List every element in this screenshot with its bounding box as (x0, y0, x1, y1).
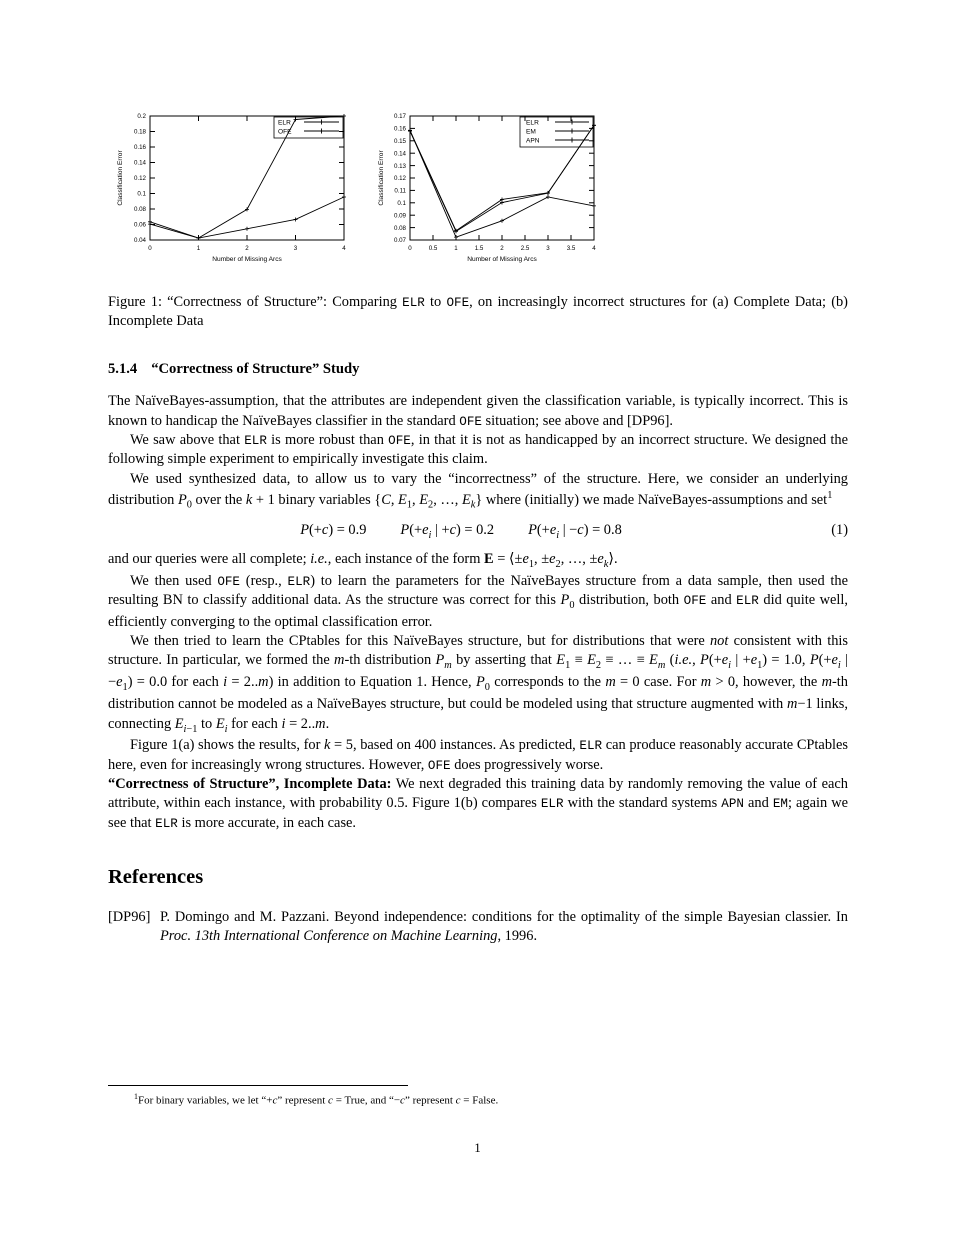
paragraph-2: We saw above that ELR is more robust than OFE, in that it is not as handicapped by an incorrect structure. We designed the following simple experiment to empirically investigate this claim. (108, 432, 848, 468)
inline-code-ofe: OFE (427, 758, 451, 773)
inline-code-ofe: OFE (217, 574, 240, 589)
chart-a-yaxis-title: Classification Error (117, 150, 124, 206)
legend-label-elr: ELR (278, 119, 291, 127)
equation-1-body (108, 522, 814, 541)
inline-code-ofe: OFE (459, 414, 482, 429)
ytick-label: 0.08 (393, 224, 406, 232)
page-number: 1 (474, 1140, 481, 1155)
xtick-label: 4 (592, 245, 596, 252)
legend-label-apn: APN (526, 137, 540, 145)
inline-code-ofe: OFE (683, 593, 707, 608)
equation-term-1: P(+c) = 0.9 (300, 521, 367, 538)
equation-1 (108, 522, 848, 541)
chart-a-legend (274, 117, 343, 138)
footnote-number: 1 (134, 1092, 138, 1101)
footnote-text: $^1$For binary variables, we let “+c” represent c = True, and “−c” represent c = False. (134, 1092, 499, 1107)
series-markers-ofe (148, 114, 346, 240)
ytick-label: 0.13 (393, 162, 406, 170)
section-number: 5.1.4 (108, 361, 138, 378)
footnote-area (108, 1085, 848, 1108)
legend-label-ofe: OFE (278, 128, 292, 136)
xtick-label: 0 (408, 245, 412, 252)
ytick-label: 0.04 (133, 237, 146, 245)
inline-code-elr: ELR (155, 816, 178, 831)
references-heading: References (108, 866, 204, 889)
inline-code-em: EM (772, 797, 788, 812)
series-markers-elr (148, 195, 346, 240)
paragraph-6: We then tried to learn the CPtables for this NaïveBayes structure, but for distributions that were not consistent with this structure. In particular, we formed the m-th distribution $P_m$ by asserting that $E_1 \equiv E_2$ ≡ … ≡ $E_m$ (i.e., $P(+e_i$ | $+e_1) = 1.0$, $P(+e_i$ | $-e_1) = 0.0$ for each i = 2..m) in addition to Equation 1. Hence, $P_0$ corresponds to the m = 0 case. For m > 0, however, the m-th distribution cannot be modeled as a NaïveBayes structure, but could be modeled using that structure augmented with m−1 links, connecting $E_{i-1}$ to $E_i$ for each i = 2..m. (108, 633, 849, 735)
equation-1-number: (1) (831, 521, 848, 538)
equation-term-2: $P(+e_i$ | +c) = 0.2 (400, 521, 495, 541)
figure-caption (108, 293, 848, 331)
paragraph-4: and our queries were all complete; i.e., each instance of the form $E = ⟨\pm e_1$, $\pm e_2$, …, $\pm e_k⟩$. (108, 550, 618, 570)
xtick-label: 3 (546, 245, 550, 252)
series-markers-elr (408, 128, 596, 239)
inline-code-elr: ELR (244, 434, 267, 449)
paragraph-8-lead: “Correctness of Structure”, Incomplete Data: (108, 776, 392, 793)
ytick-label: 0.14 (133, 159, 146, 167)
ytick-label: 0.09 (393, 212, 406, 220)
series-path-em (410, 125, 594, 230)
chart-b-xaxis-title: Number of Missing Arcs (467, 256, 537, 263)
ytick-label: 0.16 (393, 125, 406, 133)
reference-key: [DP96] (108, 909, 151, 926)
legend-label-elr: ELR (526, 119, 539, 127)
chart-a-y-ticks (150, 116, 344, 240)
xtick-label: 2 (245, 245, 249, 252)
chart-b-yaxis-title: Classification Error (378, 150, 385, 206)
ytick-label: 0.11 (394, 187, 406, 195)
reference-venue-lead: In (835, 909, 848, 926)
footnote-marker: 1 (827, 490, 833, 502)
series-path-ofe (150, 116, 344, 238)
chart-a-xaxis-title: Number of Missing Arcs (212, 256, 282, 263)
ytick-label: 0.16 (133, 144, 146, 152)
reference-year: , 1996. (497, 928, 538, 945)
chart-b-svg (370, 100, 610, 265)
chart-a-axes (117, 113, 346, 263)
section-heading (108, 361, 848, 378)
chart-b-incomplete-data (370, 100, 610, 265)
xtick-label: 1.5 (474, 245, 484, 252)
reference-authors: P. Domingo and M. Pazzani. (160, 909, 330, 926)
ytick-label: 0.08 (133, 206, 146, 214)
inline-code-ofe: OFE (446, 296, 470, 310)
inline-code-elr: ELR (579, 739, 603, 754)
ytick-label: 0.1 (137, 190, 146, 198)
inline-code-apn: APN (721, 797, 744, 812)
inline-code-elr: ELR (540, 797, 564, 812)
xtick-label: 3.5 (566, 245, 576, 252)
figure-charts-row (108, 100, 610, 265)
equation-term-3: $P(+e_i$ | −c) = 0.8 (528, 521, 622, 541)
page-content (108, 100, 848, 947)
paragraph-5: We then used OFE (resp., ELR) to learn the parameters for the NaïveBayes structure from a data sample, then used the resulting BN to classify additional data. As the structure was correct for this $P_0$ distribution, both OFE and ELR did quite well, efficiently converging to the optimal classification error. (108, 572, 848, 630)
chart-b-x-ticklabels (408, 245, 596, 252)
ytick-label: 0.2 (137, 113, 146, 121)
inline-code-elr: ELR (736, 593, 759, 608)
reference-text (160, 908, 848, 946)
paragraph-1: The NaïveBayes-assumption, that the attributes are independent given the classification variable, is typically incorrect. This is known to handicap the NaïveBayes classifier in the standard OFE situation; see above and [DP96]. (108, 393, 848, 429)
figure-caption-text: “Correctness of Structure”: Comparing ELR to OFE, on increasingly incorrect structures for (a) Complete Data; (b) Incomplete Data (108, 294, 848, 330)
ytick-label: 0.15 (393, 138, 406, 145)
chart-a-y-ticklabels (134, 113, 147, 244)
ytick-label: 0.1 (397, 200, 406, 207)
chart-a-series (148, 114, 346, 240)
xtick-label: 1 (454, 245, 458, 252)
legend-label-em: EM (526, 128, 536, 136)
figure-caption-label: Figure 1: (108, 294, 162, 310)
paragraph-8: “Correctness of Structure”, Incomplete Data: We next degraded this training data by randomly removing the value of each attribute, within each instance, with probability 0.5. Figure 1(b) compares ELR with the standard systems APN and EM; again we see that ELR is more accurate, in each case. (108, 776, 848, 831)
ytick-label: 0.12 (133, 175, 146, 183)
xtick-label: 0.5 (428, 245, 438, 252)
ytick-label: 0.14 (393, 150, 406, 158)
chart-a-x-ticklabels (148, 245, 346, 252)
inline-code-elr: ELR (402, 296, 425, 310)
chart-a-complete-data (108, 100, 360, 265)
chart-a-svg (108, 100, 360, 265)
xtick-label: 3 (293, 245, 298, 252)
xtick-label: 1 (196, 245, 201, 252)
ytick-label: 0.06 (133, 221, 146, 229)
ytick-label: 0.17 (393, 113, 406, 121)
xtick-label: 2.5 (520, 245, 530, 252)
xtick-label: 2 (500, 245, 504, 252)
section-title: “Correctness of Structure” Study (151, 361, 360, 378)
series-path-apn (410, 125, 594, 231)
reference-entry (108, 908, 848, 946)
paragraph-7: Figure 1(a) shows the results, for k = 5, based on 400 instances. As predicted, ELR can produce reasonably accurate CPtables here, even for increasingly wrong structures. However, OFE does progressively worse. (108, 737, 848, 773)
figure-1 (108, 100, 848, 275)
chart-b-y-ticklabels (394, 113, 407, 244)
ytick-label: 0.12 (393, 175, 406, 183)
xtick-label: 0 (148, 245, 152, 252)
inline-code-ofe: OFE (388, 434, 411, 449)
chart-a-x-ticks (150, 116, 344, 240)
paragraph-3: We used synthesized data, to allow us to vary the “incorrectness” of the structure. Here, we consider an underlying distribution $P_0$ over the k + 1 binary variables {C, $E_1$, $E_2$, …, $E_k$} where (initially) we made NaïveBayes-assumptions and set$^1$ (108, 470, 848, 511)
reference-venue: Proc. 13th International Conference on Machine Learning (160, 928, 498, 945)
ytick-label: 0.07 (393, 237, 406, 245)
ytick-label: 0.18 (133, 128, 146, 136)
inline-code-elr: ELR (287, 574, 311, 589)
xtick-label: 4 (342, 245, 346, 252)
chart-b-axes (378, 113, 596, 263)
footnote-rule (108, 1085, 408, 1086)
chart-b-series (408, 123, 596, 239)
reference-title: Beyond independence: conditions for the optimality of the simple Bayesian classier. (334, 909, 832, 926)
